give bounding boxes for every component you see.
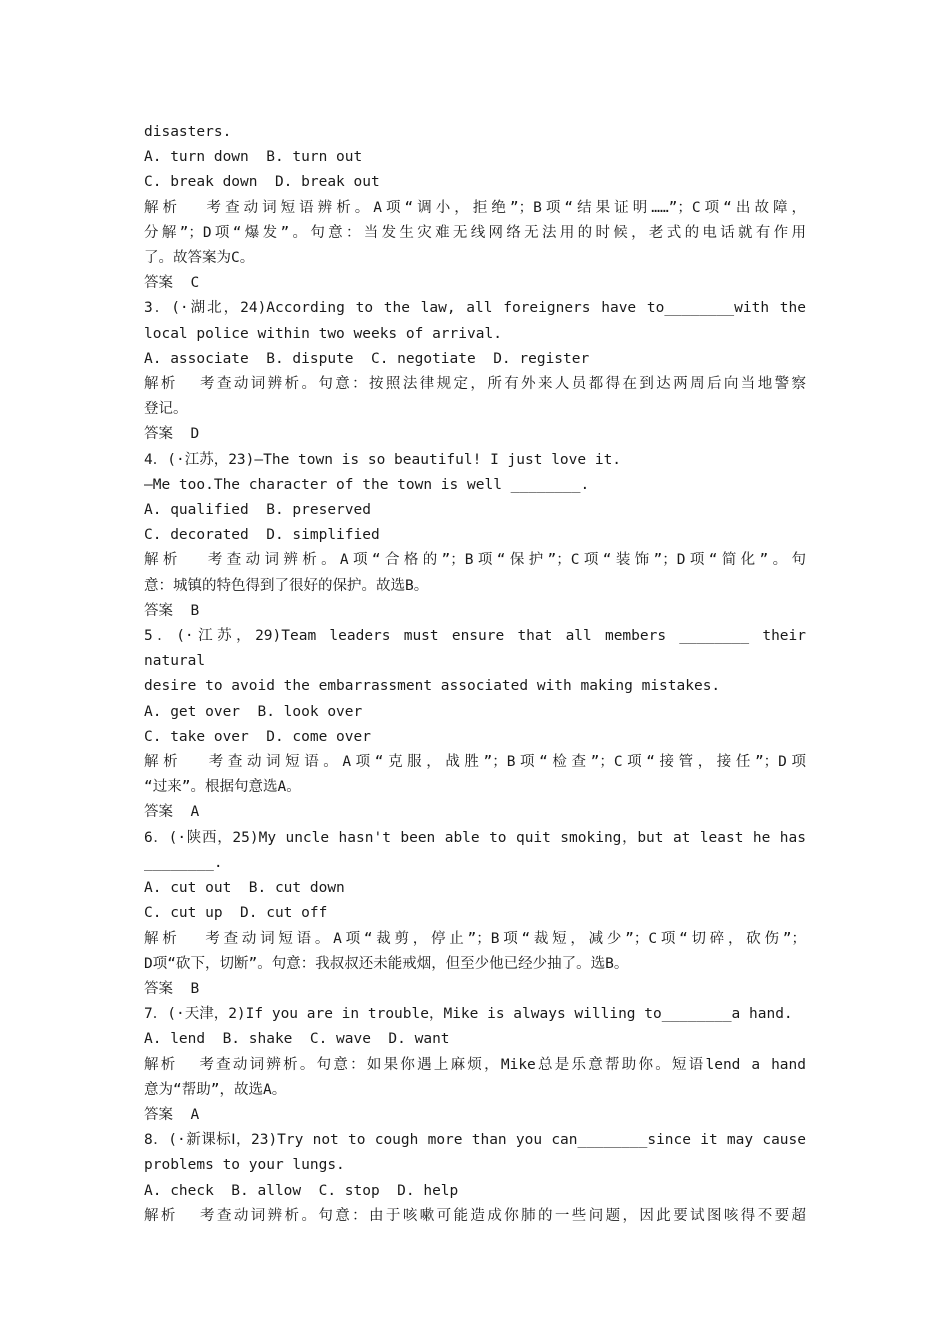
text-line: 意为“帮助”，故选A。 (144, 1081, 287, 1098)
text-line: C. take over D. come over (144, 728, 371, 745)
text-line: —Me too.The character of the town is well ________. (144, 476, 590, 493)
text-line: 意：城镇的特色得到了很好的保护。故选B。 (144, 577, 429, 594)
text-line: A. cut out B. cut down (144, 880, 345, 897)
text-line: 解析 考查动词短语辨析。A项“调小，拒绝”；B项“结果证明……”；C项“出故障， (144, 199, 806, 216)
text-line: A. check B. allow C. stop D. help (144, 1182, 459, 1199)
text-line: 解析 考查动词辨析。句意：如果你遇上麻烦，Mike总是乐意帮助你。短语lend a hand (144, 1056, 806, 1073)
text-line: 解析 考查动词辨析。句意：按照法律规定，所有外来人员都得在到达两周后向当地警察 (144, 376, 806, 393)
text-line: “过来”。根据句意选A。 (144, 779, 301, 796)
text-line: C. cut up D. cut off (144, 905, 328, 922)
text-line: local police within two weeks of arrival. (144, 325, 502, 342)
text-line: 答案 C (144, 275, 200, 292)
text-line: C. break down D. break out (144, 174, 380, 191)
text-line: disasters. (144, 124, 232, 140)
text-line: 答案 A (144, 804, 200, 821)
text-line: 答案 A (144, 1106, 200, 1123)
text-line: A. qualified B. preserved (144, 502, 371, 519)
text-line: 6．(·陕西，25)My uncle hasn't been able to quit smoking，but at least he has (144, 829, 806, 846)
text-line: 登记。 (144, 401, 188, 418)
text-line: 7．(·天津，2)If you are in trouble，Mike is always willing to________a hand. (144, 1006, 793, 1023)
text-line: C. decorated D. simplified (144, 527, 380, 544)
text-line: 解析 考查动词辨析。A项“合格的”；B项“保护”；C项“装饰”；D项“简化”。句 (144, 552, 806, 569)
document-page (144, 120, 815, 1229)
text-line: 4．(·江苏，23)—The town is so beautiful! I just love it. (144, 451, 622, 468)
text-line: ________. (144, 854, 223, 871)
text-line: 解析 考查动词辨析。句意：由于咳嗽可能造成你肺的一些问题，因此要试图咳得不要超 (144, 1207, 806, 1224)
text-line: 8．(·新课标Ⅰ，23)Try not to cough more than you can________since it may cause (144, 1132, 806, 1149)
text-line: 答案 B (144, 602, 200, 619)
text-line: desire to avoid the embarrassment associated with making mistakes. (144, 678, 721, 695)
text-line: A. lend B. shake C. wave D. want (144, 1031, 450, 1048)
text-line: A. turn down B. turn out (144, 149, 363, 166)
text-line: problems to your lungs. (144, 1157, 345, 1174)
text-line: 5．(·江苏，29)Team leaders must ensure that all members ________ their natural (144, 628, 815, 670)
text-line: 解析 考查动词短语。A项“克服，战胜”；B项“检查”；C项“接管，接任”；D项 (144, 754, 806, 771)
text-line: A. get over B. look over (144, 703, 363, 720)
text-line: A. associate B. dispute C. negotiate D. register (144, 350, 590, 367)
text-line: 答案 D (144, 426, 200, 443)
text-line: 3．(·湖北，24)According to the law, all foreigners have to________with the (144, 300, 806, 317)
text-line: D项“砍下，切断”。句意：我叔叔还未能戒烟，但至少他已经少抽了。选B。 (144, 955, 629, 972)
text-line: 分解”；D项“爆发”。句意：当发生灾难无线网络无法用的时候，老式的电话就有作用 (144, 224, 806, 241)
text-line: 答案 B (144, 980, 200, 997)
text-line: 了。故答案为C。 (144, 250, 255, 267)
text-line: 解析 考查动词短语。A项“裁剪，停止”；B项“裁短，减少”；C项“切碎，砍伤”； (144, 930, 806, 947)
